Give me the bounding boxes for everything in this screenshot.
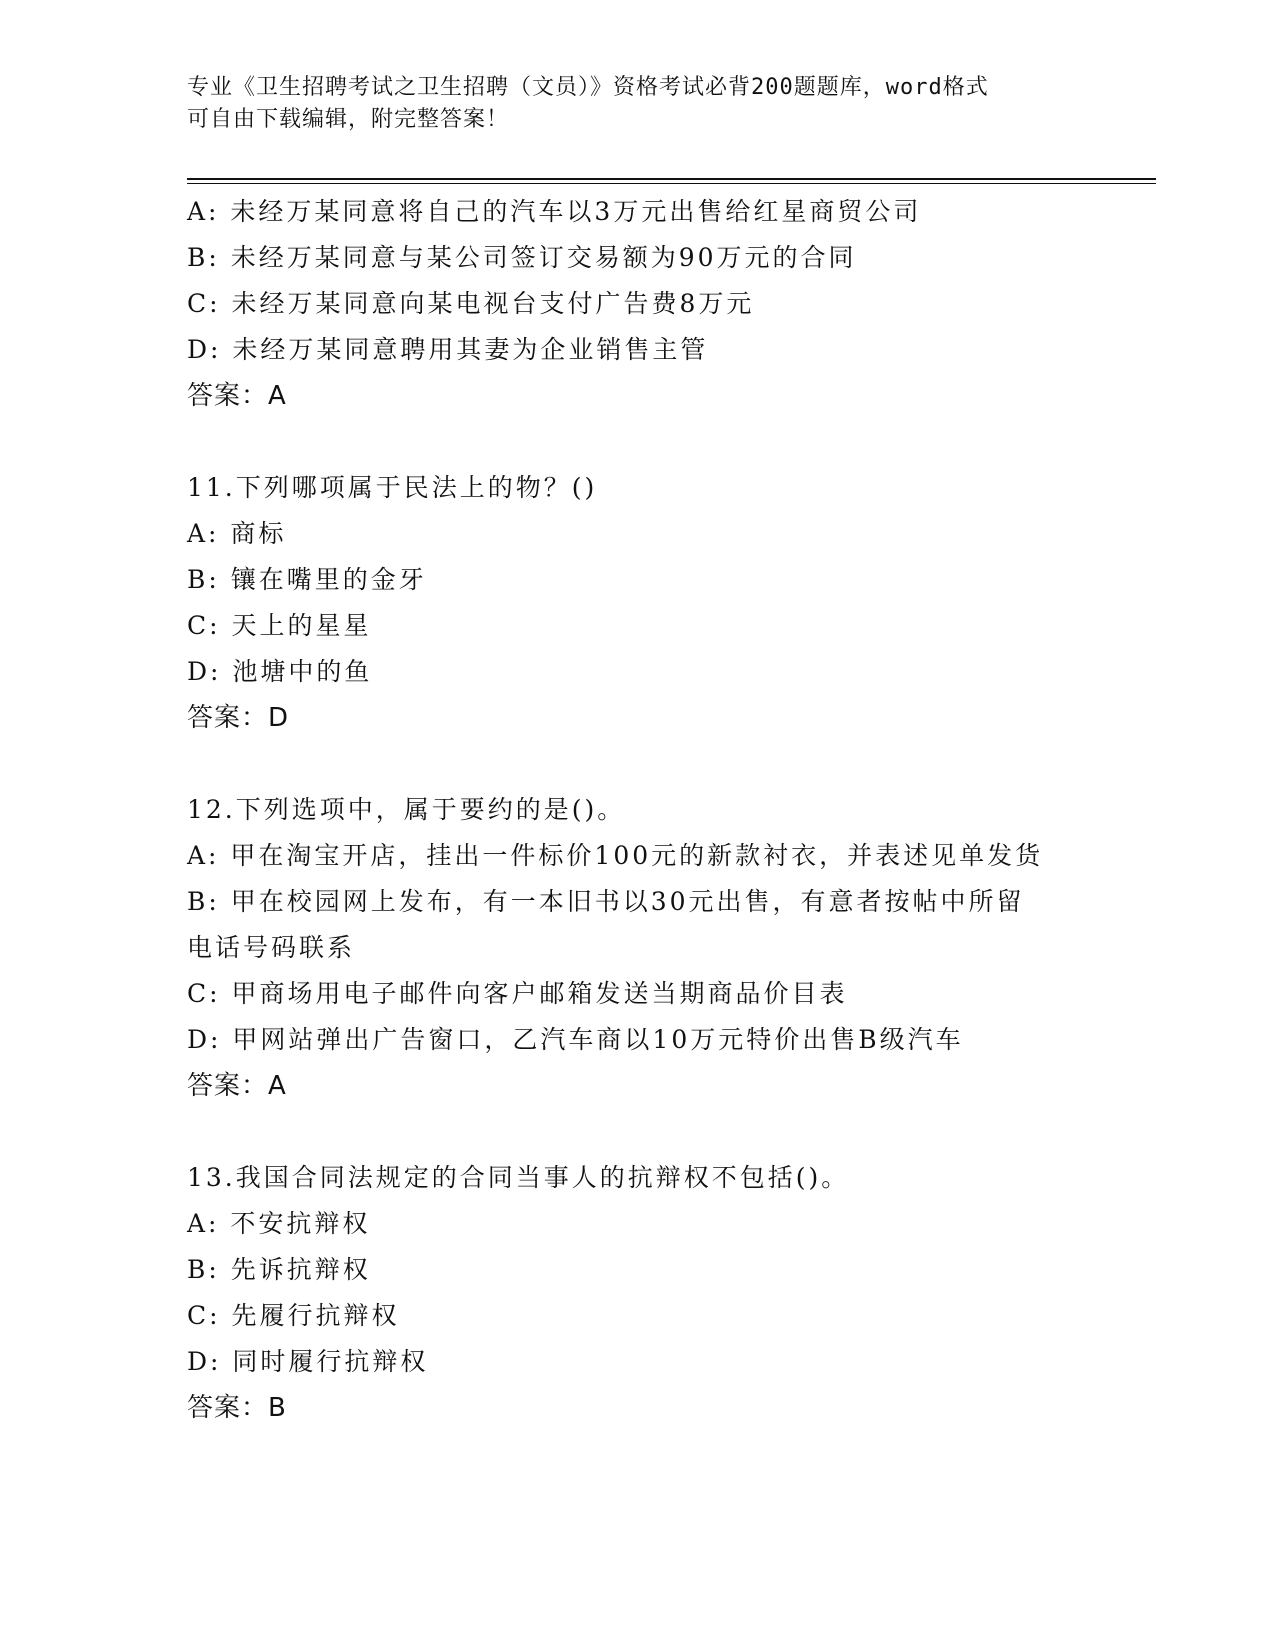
option-c: C: 天上的星星 [187,611,372,640]
option-c: C: 甲商场用电子邮件向客户邮箱发送当期商品价目表 [187,979,848,1008]
question-block-13 [187,1155,1127,1431]
header-divider-thin [187,183,1156,184]
option-d: D: 池塘中的鱼 [187,657,373,686]
question-block-10 [187,189,1127,419]
option-b: B: 镶在嘴里的金牙 [187,565,427,594]
option-a: A: 商标 [187,519,287,548]
question-text: 12.下列选项中，属于要约的是()。 [187,795,626,824]
spacer [187,1109,1127,1155]
spacer [187,419,1127,465]
option-b-continued: 电话号码联系 [187,933,356,962]
spacer [187,741,1127,787]
header-line-2: 可自由下载编辑，附完整答案！ [187,107,510,132]
question-list [187,189,1127,1431]
question-text: 13.我国合同法规定的合同当事人的抗辩权不包括()。 [187,1163,850,1192]
option-d: D: 未经万某同意聘用其妻为企业销售主管 [187,335,709,364]
question-block-11 [187,465,1127,741]
question-block-12 [187,787,1127,1109]
header-line-1: 专业《卫生招聘考试之卫生招聘（文员）》资格考试必背200题题库，word格式 [187,75,989,100]
question-text: 11.下列哪项属于民法上的物？() [187,473,598,502]
header-divider-thick [187,178,1156,180]
option-b: B: 未经万某同意与某公司签订交易额为90万元的合同 [187,243,857,272]
document-header [187,72,1087,136]
option-d: D: 同时履行抗辩权 [187,1347,429,1376]
answer: 答案：A [187,381,287,411]
answer: 答案：A [187,1071,287,1101]
option-a: A: 不安抗辩权 [187,1209,371,1238]
option-c: C: 先履行抗辩权 [187,1301,400,1330]
option-b: B: 甲在校园网上发布，有一本旧书以30元出售，有意者按帖中所留 [187,887,1025,916]
option-d: D: 甲网站弹出广告窗口，乙汽车商以10万元特价出售B级汽车 [187,1025,964,1054]
answer: 答案：B [187,1393,287,1423]
option-a: A: 甲在淘宝开店，挂出一件标价100元的新款衬衣，并表述见单发货 [187,841,1044,870]
option-b: B: 先诉抗辩权 [187,1255,371,1284]
answer: 答案：D [187,703,290,733]
option-c: C: 未经万某同意向某电视台支付广告费8万元 [187,289,755,318]
option-a: A: 未经万某同意将自己的汽车以3万元出售给红星商贸公司 [187,197,922,226]
